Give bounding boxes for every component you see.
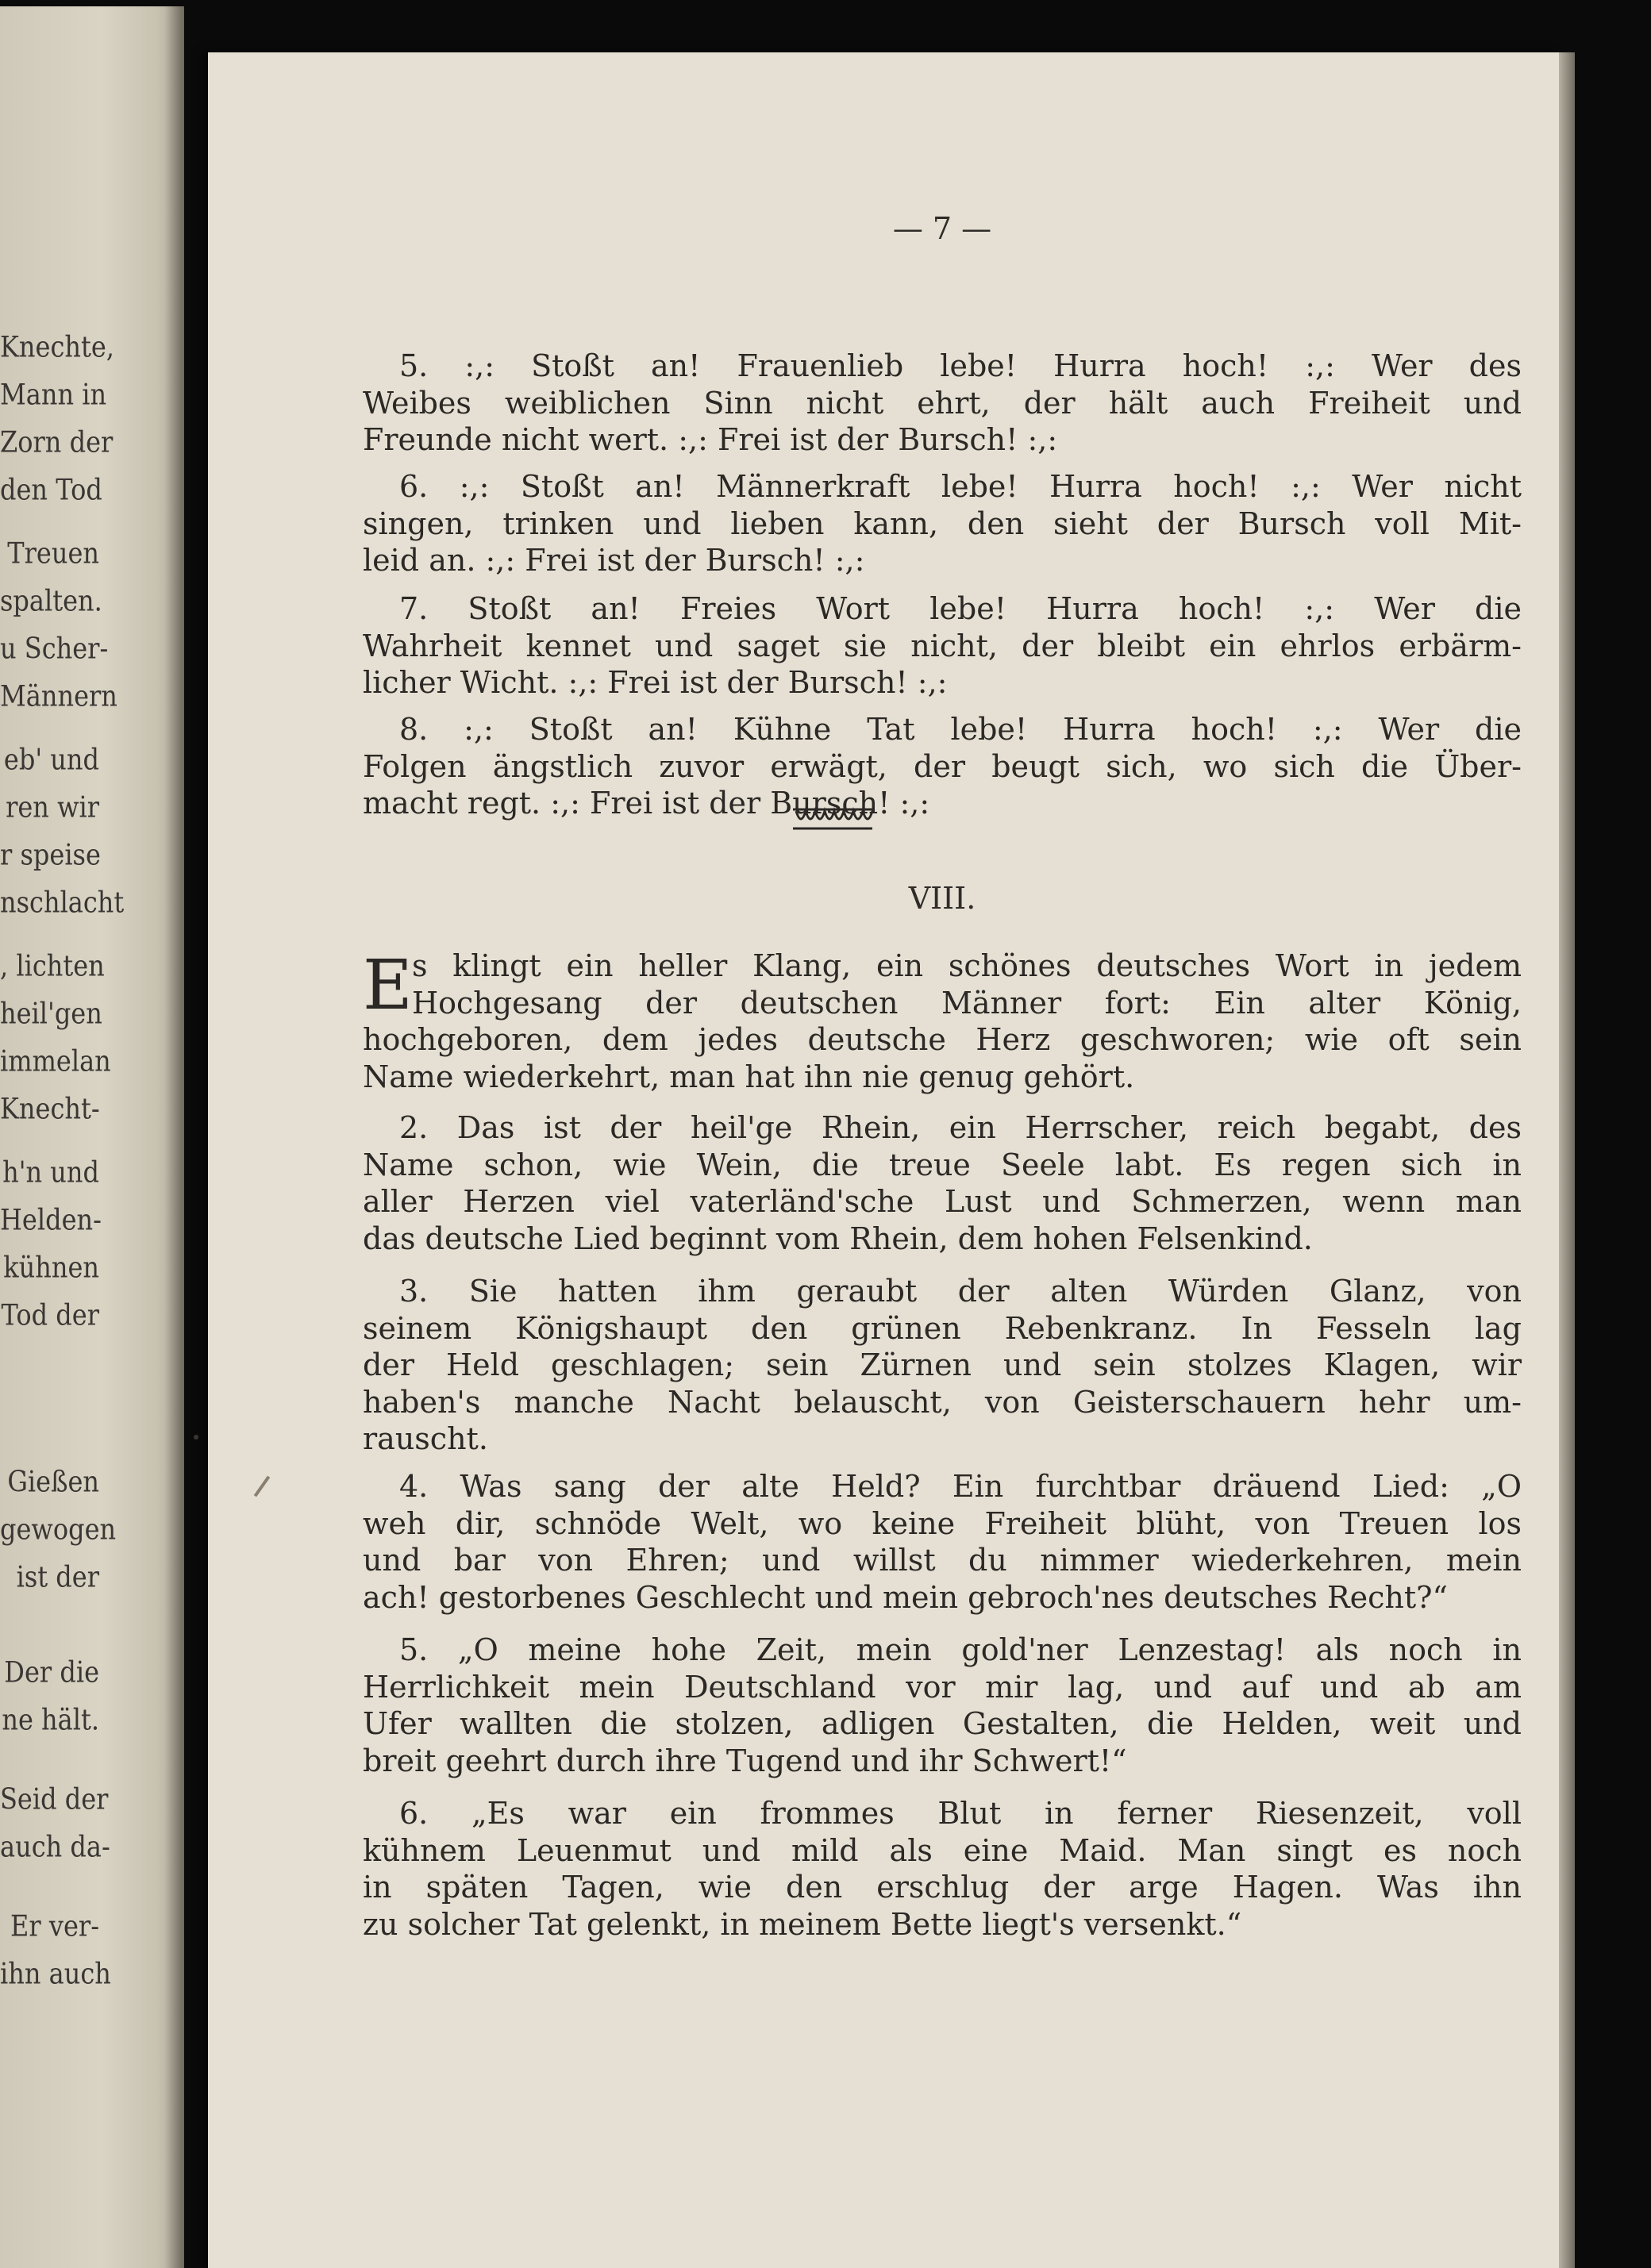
left-page-fragment: heil'gen: [0, 996, 102, 1031]
left-page-fragment: kühnen: [3, 1250, 99, 1285]
left-page-fragment: immelan: [0, 1044, 111, 1078]
text-line: 8. :,: Stoßt an! Kühne Tat lebe! Hurra hoch! :,: Wer die: [399, 712, 1522, 747]
left-page-fragment: gewogen: [0, 1512, 117, 1547]
left-page-fragment: Gießen: [7, 1464, 99, 1499]
left-page-fragment: h'n und: [2, 1155, 99, 1190]
left-page-fragment: nschlacht: [0, 885, 125, 920]
text-line: Hochgesang der deutschen Männer fort: Ein alter König,: [412, 985, 1522, 1021]
text-line: der Held geschlagen; sein Zürnen und sein stolzes Klagen, wir: [363, 1347, 1522, 1382]
text-line: und bar von Ehren; und willst du nimmer wiederkehren, mein: [363, 1543, 1522, 1578]
left-page-fragment: auch da-: [0, 1829, 110, 1864]
text-line: 6. „Es war ein frommes Blut in ferner Riesenzeit, voll: [399, 1796, 1522, 1831]
text-line: 4. Was sang der alte Held? Ein furchtbar dräuend Lied: „O: [399, 1469, 1522, 1504]
text-line: kühnem Leuenmut und mild als eine Maid. Man singt es noch: [363, 1832, 1522, 1868]
text-line: 5. :,: Stoßt an! Frauenlieb lebe! Hurra hoch! :,: Wer des: [399, 348, 1522, 383]
section-heading: VIII.: [908, 881, 976, 916]
text-line: 6. :,: Stoßt an! Männerkraft lebe! Hurra hoch! :,: Wer nicht: [399, 469, 1522, 504]
stanza-8: [363, 711, 1522, 822]
stanza-7: [363, 590, 1522, 702]
left-page-fragment: den Tod: [0, 472, 102, 507]
stanza-viii-1: [363, 948, 1522, 1095]
initial-letter: E: [363, 946, 413, 1025]
text-line: Name wiederkehrt, man hat ihn nie genug gehört.: [363, 1059, 1135, 1094]
left-page-fragment: Er ver-: [10, 1909, 99, 1943]
book-gutter: [165, 6, 184, 2268]
text-line: rauscht.: [363, 1421, 488, 1456]
text-line: singen, trinken und lieben kann, den sieht der Bursch voll Mit-: [363, 505, 1522, 541]
left-page-fragment: ist der: [16, 1559, 99, 1594]
text-line: Folgen ängstlich zuvor erwägt, der beugt sich, wo sich die Über-: [363, 748, 1522, 784]
left-page-fragment: Helden-: [0, 1202, 102, 1237]
stanza-viii-6: [363, 1795, 1522, 1943]
text-line: aller Herzen viel vaterländ'sche Lust und Schmerzen, wenn man: [363, 1184, 1522, 1219]
left-page-fragment: Tod der: [1, 1297, 99, 1332]
text-line: Wahrheit kennet und saget sie nicht, der bleibt ein ehrlos erbärm-: [363, 628, 1522, 663]
left-page-fragment: ren wir: [6, 790, 99, 825]
page-number: — 7 —: [892, 211, 992, 246]
text-line: leid an. :,: Frei ist der Bursch! :,:: [363, 543, 865, 578]
right-page: [208, 52, 1559, 2268]
stanza-viii-3: [363, 1273, 1522, 1458]
text-line: licher Wicht. :,: Frei ist der Bursch! :,:: [363, 665, 948, 700]
text-line: weh dir, schnöde Welt, wo keine Freiheit blüht, von Treuen los: [363, 1505, 1522, 1541]
text-line: s klingt ein heller Klang, ein schönes deutsches Wort in jedem: [412, 948, 1522, 983]
text-line: in späten Tagen, wie den erschlug der arge Hagen. Was ihn: [363, 1870, 1522, 1905]
text-line: zu solcher Tat gelenkt, in meinem Bette liegt's versenkt.“: [363, 1906, 1242, 1942]
stanza-viii-5: [363, 1632, 1522, 1779]
left-page-fragment: Knechte,: [0, 329, 114, 364]
stanza-viii-2: [363, 1109, 1522, 1257]
left-page-fragment: Treuen: [7, 536, 99, 571]
text-line: Name schon, wie Wein, die treue Seele labt. Es regen sich in: [363, 1147, 1522, 1182]
text-line: seinem Königshaupt den grünen Rebenkranz. In Fesseln lag: [363, 1310, 1522, 1346]
text-line: Freunde nicht wert. :,: Frei ist der Bursch! :,:: [363, 422, 1058, 457]
left-page-fragment: spalten.: [0, 583, 102, 618]
stanza-6: [363, 468, 1522, 579]
left-page-fragment: eb' und: [3, 742, 99, 777]
left-page-fragment: ihn auch: [0, 1956, 111, 1991]
left-page-fragment: Mann in: [0, 377, 107, 412]
left-page-fragment: Knecht-: [0, 1091, 100, 1126]
text-line: 2. Das ist der heil'ge Rhein, ein Herrscher, reich begabt, des: [399, 1110, 1522, 1145]
left-page-fragment: Männern: [0, 678, 117, 713]
text-line: ach! gestorbenes Geschlecht und mein gebroch'nes deutsches Recht?“: [363, 1579, 1448, 1615]
paper-speck: [194, 1435, 198, 1440]
left-page-fragment: u Scher-: [0, 631, 109, 666]
text-line: Ufer wallten die stolzen, adligen Gestalten, die Helden, weit und: [363, 1706, 1522, 1741]
text-line: 3. Sie hatten ihm geraubt der alten Würden Glanz, von: [399, 1274, 1522, 1309]
text-line: breit geehrt durch ihre Tugend und ihr Schwert!“: [363, 1743, 1127, 1778]
text-line: haben's manche Nacht belauscht, von Geisterschauern hehr um-: [363, 1384, 1522, 1420]
text-line: macht regt. :,: Frei ist der Bursch! :,:: [363, 786, 930, 821]
text-line: 7. Stoßt an! Freies Wort lebe! Hurra hoch! :,: Wer die: [399, 591, 1522, 626]
stanza-viii-4: [363, 1468, 1522, 1616]
stanza-5: [363, 348, 1522, 459]
left-page-edge: [0, 6, 184, 2268]
text-line: Herrlichkeit mein Deutschland vor mir lag, und auf und ab am: [363, 1669, 1522, 1705]
text-line: das deutsche Lied beginnt vom Rhein, dem hohen Felsenkind.: [363, 1220, 1313, 1256]
left-page-fragment: r speise: [0, 837, 101, 872]
left-page-fragment: , lichten: [0, 948, 105, 983]
text-line: Weibes weiblichen Sinn nicht ehrt, der hält auch Freiheit und: [363, 385, 1522, 421]
text-line: hochgeboren, dem jedes deutsche Herz geschworen; wie oft sein: [363, 1022, 1522, 1057]
left-page-fragment: Zorn der: [0, 425, 114, 459]
left-page-fragment: Seid der: [0, 1782, 109, 1816]
text-line: 5. „O meine hohe Zeit, mein gold'ner Lenzestag! als noch in: [399, 1632, 1522, 1667]
ornament-vignette: [790, 803, 876, 835]
left-page-fragment: Der die: [4, 1655, 99, 1689]
left-page-fragment: ne hält.: [2, 1702, 99, 1737]
